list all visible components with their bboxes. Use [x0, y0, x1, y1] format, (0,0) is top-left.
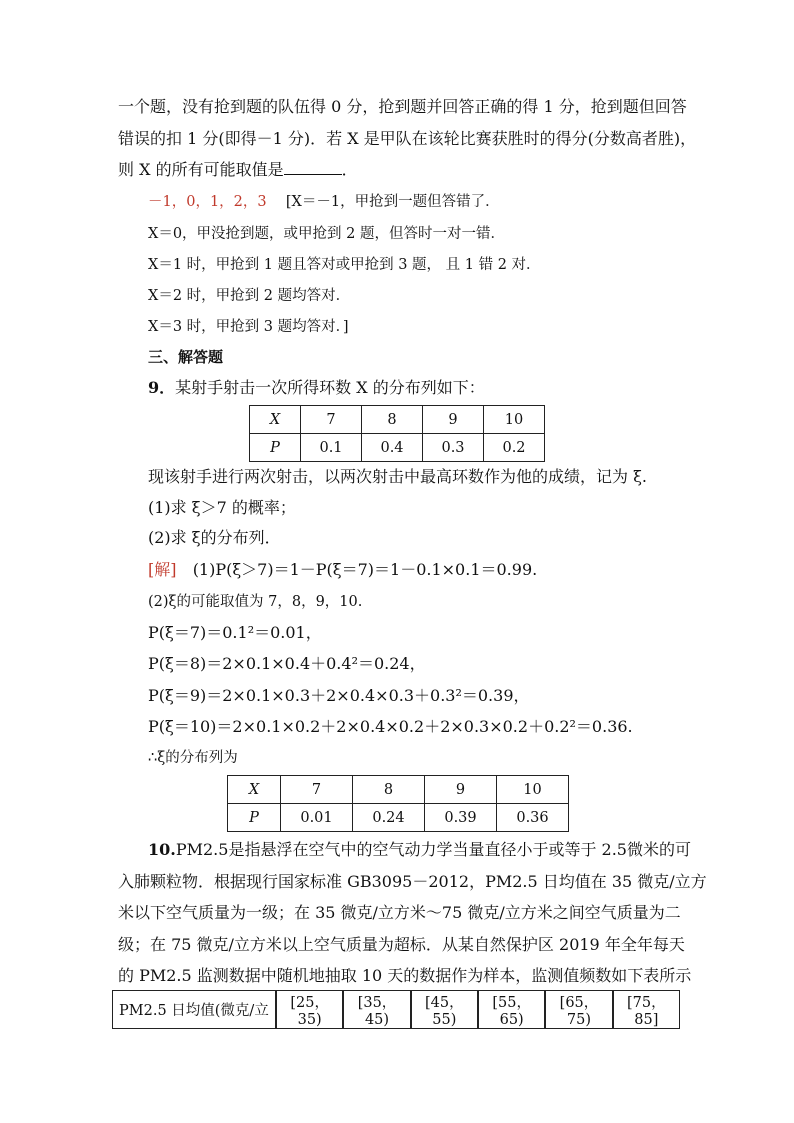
- q10-line5: 的 PM2.5 监测数据中随机地抽取 10 天的数据作为样本，监测值频数如下表所示: [118, 966, 692, 985]
- table-cell: [25，35): [276, 990, 343, 1029]
- table-cell: 10: [484, 406, 545, 434]
- answer-blank: [284, 160, 342, 175]
- table-cell: [55，65): [478, 990, 545, 1029]
- table-cell: 0.24: [353, 804, 425, 832]
- table-row: [228, 804, 569, 832]
- q9-number: 9．: [148, 378, 176, 397]
- table-cell: 9: [423, 406, 484, 434]
- q8-expl-3: X＝1 时，甲抢到 1 题且答对或甲抢到 3 题， 且 1 错 2 对．: [148, 257, 541, 273]
- table-cell: [45，55): [411, 990, 478, 1029]
- q8-answer-values: －1，0，1，2，3: [148, 194, 267, 210]
- solution-1-text: (1)P(ξ＞7)＝1－P(ξ＝7)＝1－0.1×0.1＝0.99.: [192, 560, 538, 579]
- table-row: [250, 406, 545, 434]
- q9-condition: 现该射手进行两次射击，以两次射击中最高环数作为他的成绩，记为 ξ.: [148, 467, 647, 486]
- q10-line2: 入肺颗粒物．根据现行国家标准 GB3095－2012，PM2.5 日均值在 35 微克/立方: [118, 872, 707, 891]
- q8-line3-suffix: ．: [341, 160, 358, 179]
- section-title: 三、解答题: [148, 348, 224, 366]
- pm25-frequency-table: [112, 990, 680, 1029]
- table-cell: P: [228, 804, 281, 832]
- table-cell: 7: [281, 776, 353, 804]
- table-cell: 0.2: [484, 434, 545, 462]
- table-cell: X: [228, 776, 281, 804]
- q8-line3: [118, 160, 358, 180]
- table-cell: 7: [301, 406, 362, 434]
- q8-expl-4: X＝2 时，甲抢到 2 题均答对．: [148, 288, 351, 304]
- q9-conclusion: ∴ξ的分布列为: [148, 750, 238, 766]
- q10-line3: 米以下空气质量为一级；在 35 微克/立方米～75 微克/立方米之间空气质量为二: [118, 903, 681, 922]
- table-cell: P: [250, 434, 301, 462]
- q9-stem-text: 某射手射击一次所得环数 X 的分布列如下：: [175, 378, 485, 397]
- q8-expl-2: X＝0，甲没抢到题，或甲抢到 2 题，但答时一对一错．: [148, 226, 505, 242]
- table-cell: [65，75): [545, 990, 612, 1029]
- q9-p8: P(ξ＝8)＝2×0.1×0.4＋0.4²＝0.24，: [148, 654, 426, 673]
- table-cell: 0.36: [497, 804, 569, 832]
- q8-line2: 错误的扣 1 分(即得－1 分)．若 X 是甲队在该轮比赛获胜时的得分(分数高者胜)，: [118, 129, 697, 148]
- table-cell: 0.4: [362, 434, 423, 462]
- table-cell: 10: [497, 776, 569, 804]
- table-cell: 9: [425, 776, 497, 804]
- q9-p10: P(ξ＝10)＝2×0.1×0.2＋2×0.4×0.2＋2×0.3×0.2＋0.2²＝0.36.: [148, 717, 633, 736]
- q9-solution-1: [148, 560, 537, 580]
- table-row: [250, 434, 545, 462]
- table-cell: [35，45): [343, 990, 410, 1029]
- q8-expl-5: X＝3 时，甲抢到 3 题均答对．]: [148, 319, 349, 335]
- solution-tag: [解]: [148, 560, 177, 579]
- table-cell: 0.1: [301, 434, 362, 462]
- q8-answer-line: [148, 192, 500, 212]
- q9-part2: (2)求 ξ的分布列．: [148, 528, 281, 547]
- distribution-table-x: [249, 405, 545, 462]
- table-cell: 0.3: [423, 434, 484, 462]
- table-row: [112, 990, 680, 1029]
- q10-line1-text: PM2.5是指悬浮在空气中的空气动力学当量直径小于或等于 2.5微米的可: [175, 840, 691, 859]
- table-cell: X: [250, 406, 301, 434]
- q8-line3-prefix: 则 X 的所有可能取值是: [118, 160, 284, 179]
- table-cell: 0.39: [425, 804, 497, 832]
- table-cell: 0.01: [281, 804, 353, 832]
- table-row: [228, 776, 569, 804]
- q10-number: 10.: [148, 840, 176, 859]
- q9-p9: P(ξ＝9)＝2×0.1×0.3＋2×0.4×0.3＋0.3²＝0.39，: [148, 686, 530, 705]
- q8-line1: 一个题，没有抢到题的队伍得 0 分，抢到题并回答正确的得 1 分，抢到题但回答: [118, 97, 687, 116]
- distribution-table-xi: [227, 775, 569, 832]
- table-cell: PM2.5 日均值(微克/立: [112, 990, 276, 1029]
- q9-stem: [148, 378, 485, 398]
- q10-line1: [148, 840, 691, 860]
- q9-part1: (1)求 ξ＞7 的概率；: [148, 498, 296, 517]
- table-cell: [75，85]: [613, 990, 680, 1029]
- table-cell: 8: [353, 776, 425, 804]
- q8-answer-explanation: [X＝－1，甲抢到一题但答错了．: [285, 194, 500, 210]
- q9-solution-2: (2)ξ的可能取值为 7，8，9，10.: [148, 594, 363, 610]
- table-cell: 8: [362, 406, 423, 434]
- q10-line4: 级；在 75 微克/立方米以上空气质量为超标．从某自然保护区 2019 年全年每天: [118, 935, 685, 954]
- q9-p7: P(ξ＝7)＝0.1²＝0.01，: [148, 623, 322, 642]
